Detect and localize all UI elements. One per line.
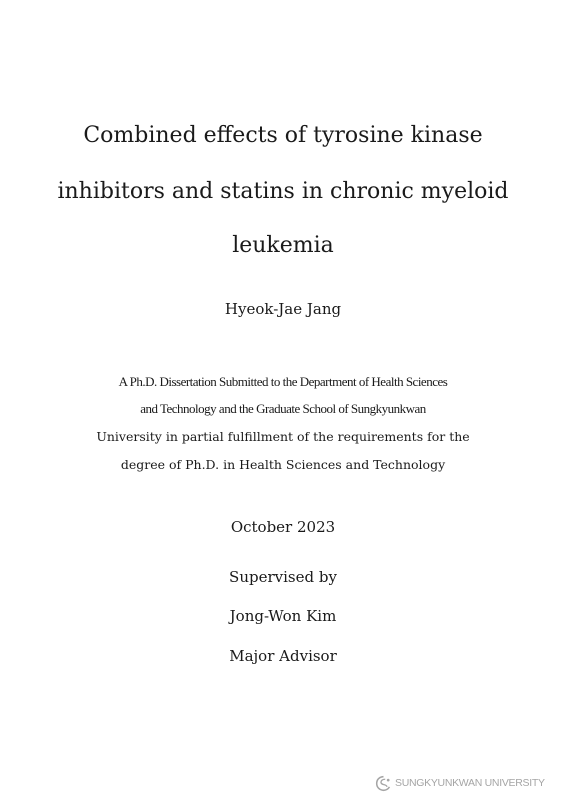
university-logo-text: SUNGKYUNKWAN UNIVERSITY <box>395 777 545 789</box>
dissertation-statement-line-1: A Ph.D. Dissertation Submitted to the Department of Health Sciences <box>118 374 448 389</box>
supervised-by-label: Supervised by <box>229 568 337 586</box>
title-line-3: leukemia <box>232 233 334 258</box>
title-line-1: Combined effects of tyrosine kinase <box>83 123 483 148</box>
submission-date: October 2023 <box>230 518 336 536</box>
title-line-2: inhibitors and statins in chronic myeloid <box>57 179 509 204</box>
advisor-role: Major Advisor <box>229 647 337 665</box>
dissertation-statement-line-2: and Technology and the Graduate School of Sungkyunkwan <box>140 401 426 416</box>
skku-emblem-icon <box>375 775 392 792</box>
university-logo <box>375 772 555 794</box>
dissertation-statement-line-3: University in partial fulfillment of the requirements for the <box>96 429 470 444</box>
advisor-name: Jong-Won Kim <box>229 607 337 625</box>
dissertation-statement-line-4: degree of Ph.D. in Health Sciences and Technology <box>120 457 446 472</box>
author-name: Hyeok-Jae Jang <box>224 300 342 318</box>
